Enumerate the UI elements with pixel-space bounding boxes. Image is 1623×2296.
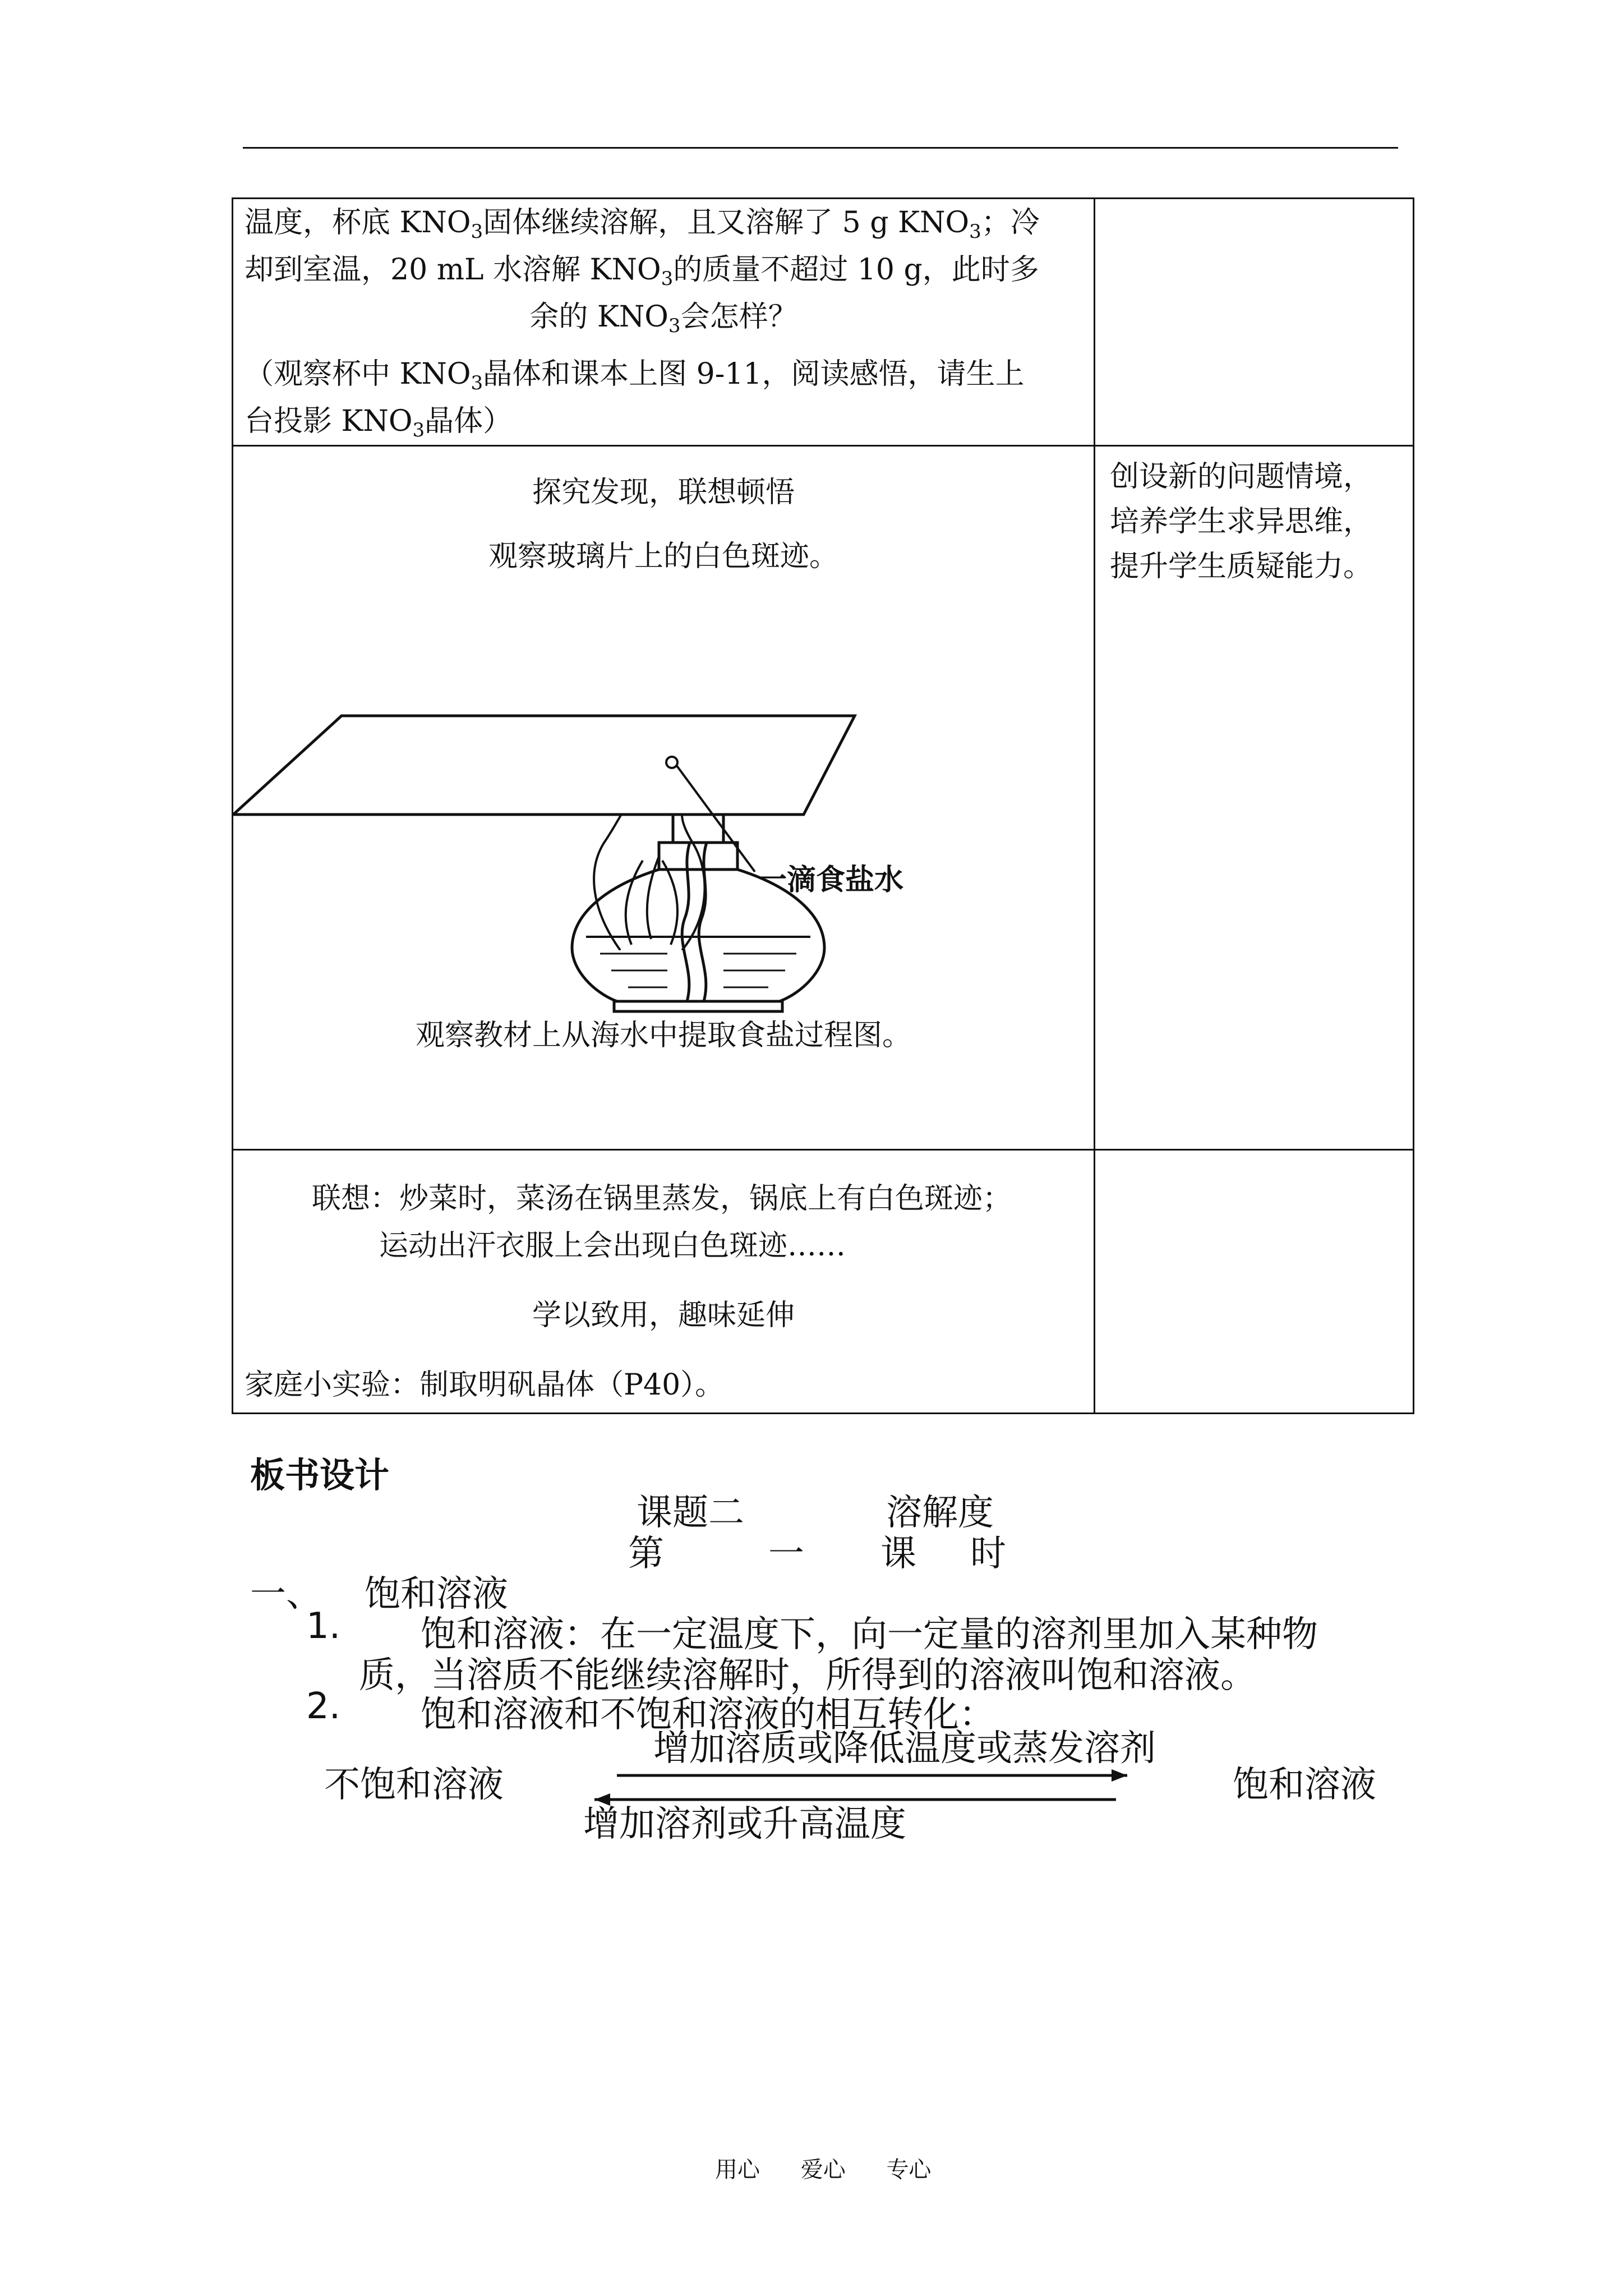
footer-text-1: 用心	[715, 2157, 760, 2183]
item2-text: 饱和溶液和不饱和溶液的相互转化：	[421, 1694, 995, 1736]
table-cell-main	[233, 446, 1095, 1150]
topic-title: 溶解度	[886, 1492, 994, 1534]
item1-number: 1.	[306, 1605, 341, 1647]
section-number: 一、	[250, 1573, 322, 1615]
topic-label: 课题二	[637, 1492, 744, 1534]
table-row	[233, 199, 1414, 446]
row1-line4: （观察杯中 $KNO_3$晶体和课本上图 9-11，阅读感悟，请生上	[245, 357, 1025, 394]
explore-heading: 探究发现，联想顿悟	[532, 476, 795, 509]
table-cell-side	[1095, 1150, 1414, 1414]
item2-number: 2.	[306, 1686, 341, 1727]
saturated-label: 饱和溶液	[1233, 1764, 1376, 1806]
lamp-wick	[682, 843, 707, 1001]
header-rule	[243, 147, 1398, 149]
backward-arrowhead	[594, 1793, 610, 1806]
section-title: 饱和溶液	[365, 1573, 508, 1615]
row1-line3: 余的 $KNO_3$会怎样？	[529, 300, 797, 337]
glass-plate	[233, 716, 855, 815]
observe-glass-text: 观察玻璃片上的白色斑迹。	[488, 540, 838, 573]
row1-text	[233, 199, 1094, 445]
item1-line-2: 质，当溶质不能继续溶解时，所得到的溶液叫饱和溶液。	[359, 1655, 1256, 1696]
footer-text-3: 专心	[886, 2157, 932, 2183]
side-notes	[1095, 447, 1413, 589]
table-cell-side	[1095, 199, 1414, 446]
table-cell-main	[233, 199, 1095, 446]
association-line-1: 联想：炒菜时，菜汤在锅里蒸发，锅底上有白色斑迹；	[312, 1182, 1012, 1216]
unsaturated-label: 不饱和溶液	[324, 1764, 504, 1806]
table-row	[233, 1150, 1414, 1414]
lesson-char-4: 时	[970, 1533, 1006, 1575]
figure-label: 一滴食盐水	[758, 863, 904, 897]
lesson-char-1: 第	[628, 1533, 664, 1575]
observe-textbook-text: 观察教材上从海水中提取食盐过程图。	[415, 1019, 911, 1052]
home-experiment-text: 家庭小实验：制取明矾晶体（P40）。	[245, 1368, 725, 1402]
lamp-wick-holder	[673, 815, 723, 843]
side-line-1: 创设新的问题情境，	[1110, 460, 1373, 494]
lamp-base	[614, 1001, 782, 1011]
forward-arrowhead	[1112, 1769, 1127, 1782]
apply-heading: 学以致用，趣味延伸	[532, 1299, 795, 1332]
side-line-3: 提升学生质疑能力。	[1110, 550, 1373, 583]
lamp-neck	[659, 843, 737, 869]
row3-text	[233, 1151, 1094, 1409]
table-row	[233, 446, 1414, 1150]
alcohol-lamp-body	[561, 808, 852, 1021]
backward-condition: 增加溶剂或升高温度	[583, 1803, 906, 1845]
side-line-2: 培养学生求异思维，	[1110, 505, 1373, 539]
lesson-table	[232, 197, 1414, 1414]
lesson-char-2: 一	[768, 1533, 804, 1575]
table-cell-side	[1095, 446, 1414, 1150]
association-line-2: 运动出汗衣服上会出现白色斑迹……	[379, 1229, 846, 1263]
page-footer	[715, 2152, 965, 2184]
table-cell-main	[233, 1150, 1095, 1414]
conversion-arrows	[578, 1761, 1138, 1812]
item1-line-1: 饱和溶液：在一定温度下，向一定量的溶剂里加入某种物	[421, 1614, 1318, 1655]
board-design-title: 板书设计	[250, 1455, 390, 1496]
forward-condition: 增加溶质或降低温度或蒸发溶剂	[653, 1728, 1156, 1769]
row1-line1: 温度，杯底 $KNO_3$固体继续溶解，且又溶解了 5 g $KNO_3$；冷	[245, 206, 1040, 243]
footer-text-2: 爱心	[800, 2157, 846, 2183]
lesson-char-3: 课	[880, 1533, 916, 1575]
row1-line2: 却到室温，20 mL 水溶解 $KNO_3$的质量不超过 10 g，此时多	[245, 253, 1039, 290]
row1-line5: 台投影 $KNO_3$晶体）	[245, 404, 513, 441]
